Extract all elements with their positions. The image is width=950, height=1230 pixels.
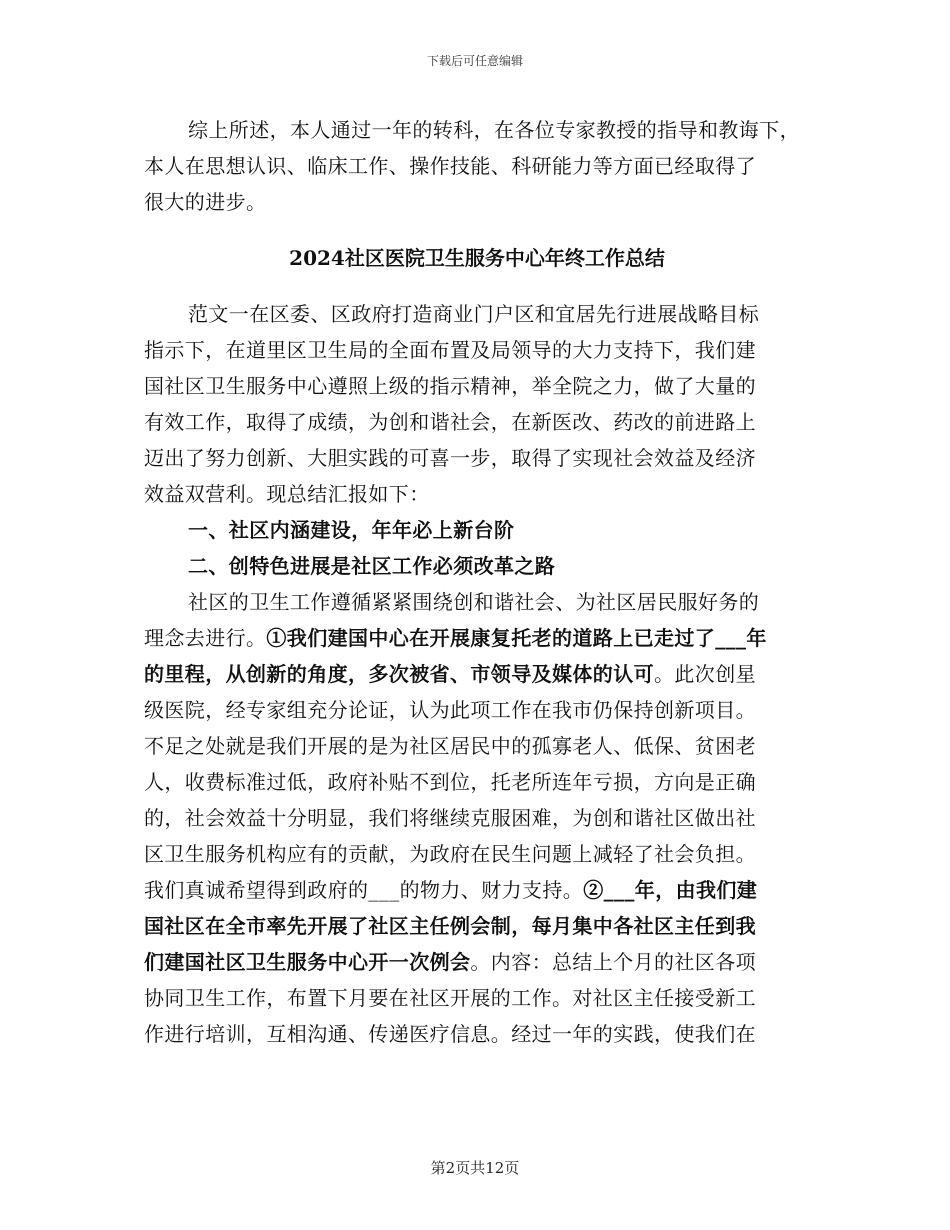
text-line: [144, 620, 810, 656]
text-line: 很大的进步。: [144, 190, 267, 214]
text-line: 国社区卫生服务中心遵照上级的指示精神，举全院之力，做了大量的: [144, 374, 756, 398]
text-line: 级医院，经专家组充分论证，认为此项工作在我市仍保持创新项目。: [144, 698, 756, 722]
text-line: 不足之处就是我们开展的是为社区居民中的孤寡老人、低保、贫困老: [144, 734, 756, 758]
text-line: 综上所述，本人通过一年的转科，在各位专家教授的指导和教诲下，: [188, 118, 800, 142]
text-line: 作进行培训，互相沟通、传递医疗信息。经过一年的实践，使我们在: [144, 1022, 756, 1046]
section-heading-1: 一、社区内涵建设，年年必上新台阶: [188, 518, 515, 542]
bold-text-segment: ②___年，由我们建: [583, 878, 758, 902]
text-line: 范文一在区委、区政府打造商业门户区和宜居先行进展战略目标: [188, 302, 760, 326]
page-footer: 第2页共12页: [430, 1159, 520, 1177]
text-line: 的，社会效益十分明显，我们将继续克服困难，为创和谐社区做出社: [144, 806, 756, 830]
text-line: 区卫生服务机构应有的贡献，为政府在民生问题上减轻了社会负担。: [144, 842, 756, 866]
document-body: [144, 112, 810, 1052]
text-segment: 我们真诚希望得到政府的___的物力、财力支持。: [144, 878, 584, 902]
text-line: 国社区在全市率先开展了社区主任例会制，每月集中各社区主任到我: [144, 914, 756, 938]
text-line: 有效工作，取得了成绩，为创和谐社会，在新医改、药改的前进路上: [144, 410, 756, 434]
text-line: 指示下，在道里区卫生局的全面布置及局领导的大力支持下，我们建: [144, 338, 756, 362]
text-line: 社区的卫生工作遵循紧紧围绕创和谐社会、为社区居民服好务的: [188, 590, 760, 614]
text-line: 本人在思想认识、临床工作、操作技能、科研能力等方面已经取得了: [144, 154, 756, 178]
text-line: [144, 656, 810, 692]
bold-text-segment: 的里程，从创新的角度，多次被省、市领导及媒体的认可: [144, 662, 654, 686]
text-segment: 。此次创星: [654, 662, 756, 686]
page-header: 下载后可任意编辑: [426, 54, 523, 68]
text-segment: 理念去进行。: [144, 626, 267, 650]
text-line: 迈出了努力创新、大胆实践的可喜一步，取得了实现社会效益及经济: [144, 446, 756, 470]
text-segment: 。内容：总结上个月的社区各项: [470, 950, 757, 974]
text-line: 协同卫生工作，布置下月要在社区开展的工作。对社区主任接受新工: [144, 986, 756, 1010]
text-line: [144, 872, 810, 908]
bold-text-segment: ①我们建国中心在开展康复托老的道路上已走过了___年: [266, 626, 767, 650]
text-line: 效益双营利。现总结汇报如下：: [144, 482, 430, 506]
document-title: 2024社区医院卫生服务中心年终工作总结: [289, 246, 665, 270]
text-line: 人，收费标准过低，政府补贴不到位，托老所连年亏损，方向是正确: [144, 770, 756, 794]
text-line: [144, 944, 810, 980]
bold-text-segment: 们建国社区卫生服务中心开一次例会: [144, 950, 471, 974]
section-heading-2: 二、创特色进展是社区工作必须改革之路: [188, 554, 556, 578]
